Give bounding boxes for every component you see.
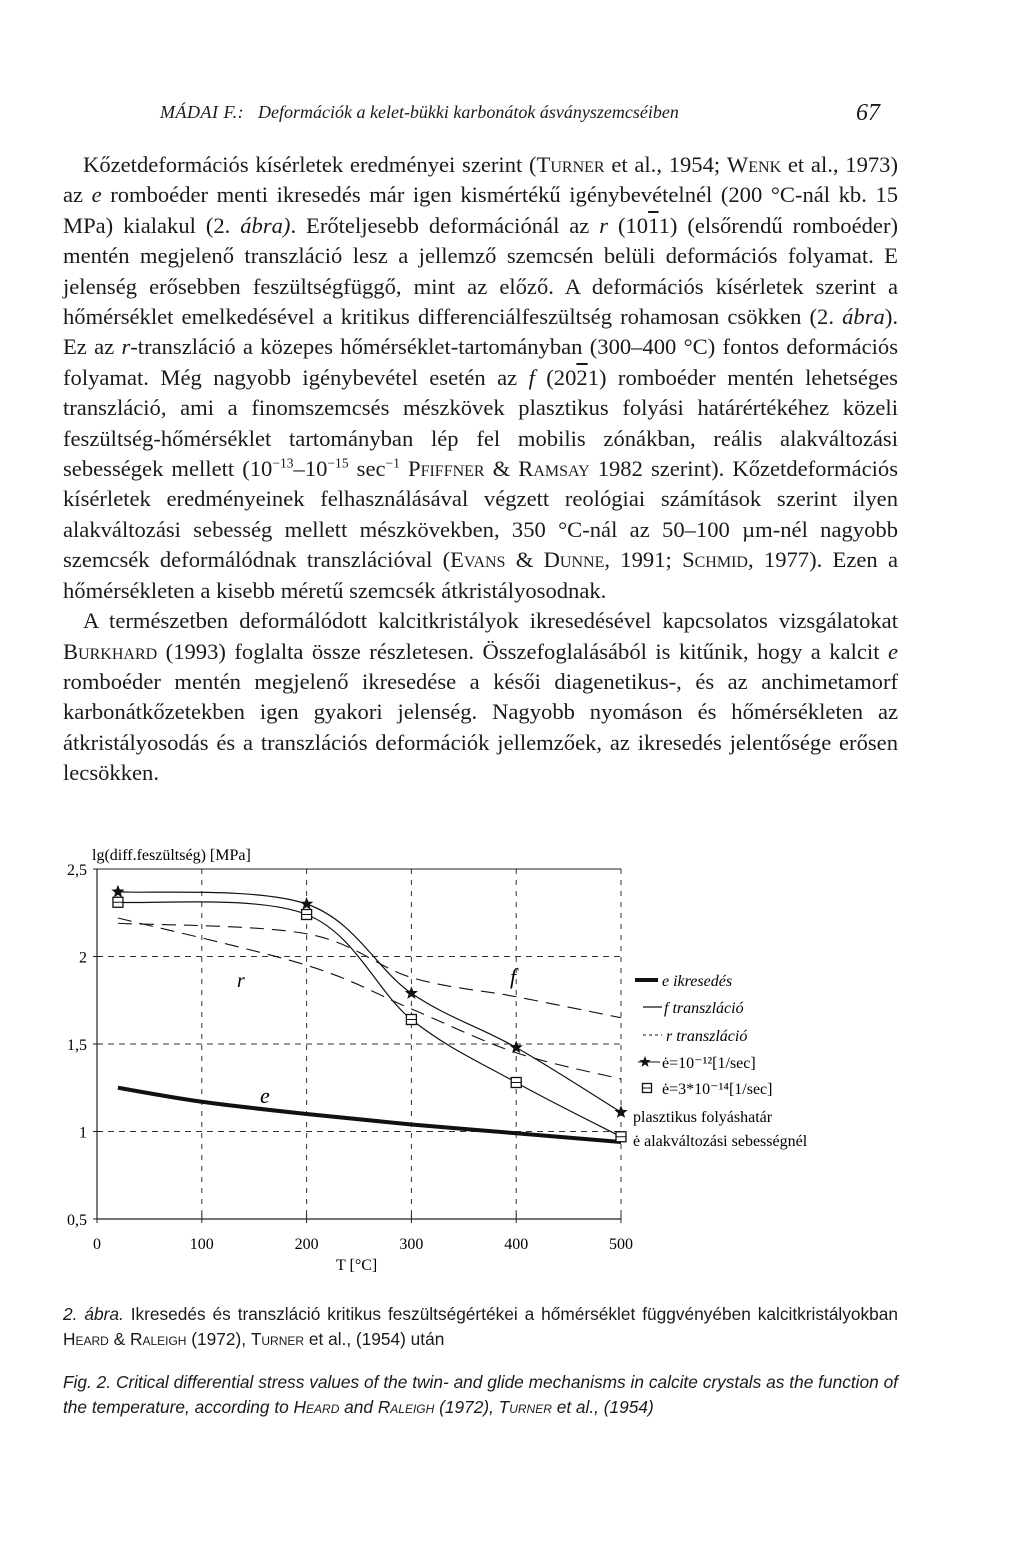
text-run: 1982 szerint). Kőzetdeformációs kísérletek eredményeinek felhasználásával végzett reológiai számítások szerint ilyen alakváltozási sebesség mellett mészkövekben, 350 °C-nál az 50–100 µm-nél nagyobb szemcsék deformálódnak transzlációval ( [63, 456, 898, 573]
paragraph-1 [63, 150, 898, 606]
text-run: Critical differential stress values of the twin- and glide mechanisms in calcite crystals as the function of the temperature, according to [63, 1372, 898, 1417]
x-tick-label: 0 [93, 1236, 101, 1253]
y-tick-label: 1 [79, 1124, 87, 1142]
text-run: romboéder menti ikresedés már igen kismértékű igénybevételnél (200 °C-nál kb. 15 MPa) kialakul (2. [63, 182, 898, 238]
y-tick-label: 2 [79, 949, 87, 967]
text-run: . Erőteljesebb deformációnál az [290, 212, 600, 238]
y-tick-label: 2,5 [67, 862, 87, 879]
citation-author: Dunne [543, 547, 605, 573]
chart-grid [97, 869, 621, 1219]
text-run: et al., 1973) az [63, 152, 898, 208]
header-author: MÁDAI F.: [160, 102, 245, 122]
chart-series [111, 885, 627, 1142]
running-header [160, 102, 880, 132]
body-text [63, 150, 898, 789]
exponent: −15 [327, 455, 349, 471]
citation-author: Turner [536, 152, 605, 177]
text-run: sec [348, 456, 386, 482]
symbol-e: e [887, 638, 898, 664]
citation-author: Burkhard [63, 638, 158, 664]
miller-bar-digit: 1 [648, 212, 659, 238]
citation-author: Turner [250, 1329, 305, 1349]
y-axis-label: lg(diff.feszültség) [MPa] [92, 847, 251, 864]
citation-author: Pfiffner [408, 456, 485, 482]
figure-caption-hungarian [63, 1302, 898, 1352]
symbol-r: r [599, 212, 609, 238]
figure-2-chart [40, 838, 880, 1288]
figure-caption-english [63, 1370, 898, 1420]
chart-axes [67, 862, 633, 1253]
exponent: −1 [385, 455, 400, 471]
text-run [400, 456, 408, 481]
text-run: romboéder mentén megjelenő ikresedése a késői diagenetikus-, és az anchimetamorf karbonátkőzetekben igen gyakori jelenség. Nagyobb nyomáson és hőmérsékleten az átkristályosodás és a transzlációs deformációk jellemzőek, az ikresedés jelentősége erősen lecsökken. [63, 668, 898, 786]
text-run: , 1991; [604, 547, 683, 573]
data-point-star [510, 1041, 523, 1054]
symbol-e: e [91, 182, 102, 208]
citation-author: Raleigh [377, 1397, 435, 1417]
text-run: (1972), [186, 1329, 251, 1349]
figure-ref: ábra [842, 304, 885, 330]
text-run: et al., (1954) után [304, 1329, 445, 1349]
figure-ref: ábra) [240, 212, 291, 238]
miller-bar-digit: 2 [576, 364, 588, 390]
page-number: 67 [856, 100, 880, 126]
text-run: (20 [534, 364, 577, 390]
y-tick-label: 0,5 [67, 1212, 87, 1229]
series-line [118, 918, 621, 1079]
data-point-star [300, 897, 313, 910]
data-point-star [111, 885, 124, 898]
series-label-r: r [237, 970, 245, 992]
legend-f-transzlacio: f transzláció [664, 1000, 744, 1017]
legend-note-2: ė alakváltozási sebességnél [633, 1133, 808, 1150]
series-label-e: e [260, 1083, 270, 1108]
text-run: Ikresedés és transzláció kritikus feszültségértékei a hőmérséklet függvényében kalcitkristályokban [123, 1304, 898, 1324]
header-running-title: Deformációk a kelet-bükki karbonátok ásványszemcséiben [258, 102, 679, 122]
text-run: & [505, 547, 544, 573]
exponent: −13 [272, 455, 294, 471]
series-line [118, 1088, 621, 1142]
x-tick-label: 100 [189, 1236, 214, 1253]
citation-author: Evans [450, 547, 506, 573]
text-run: and [339, 1397, 378, 1417]
citation-author: Heard [63, 1329, 109, 1349]
x-tick-label: 300 [399, 1236, 424, 1253]
citation-author: Ramsay [518, 456, 590, 482]
text-run: -transzláció a közepes hőmérséklet-tartományban (300–400 °C) fontos deformációs folyamat. Még nagyobb igénybevétel esetén az [63, 334, 898, 390]
symbol-f: f [528, 364, 535, 390]
legend-note-1: plasztikus folyáshatár [633, 1109, 773, 1126]
caption-label: 2. ábra. [63, 1304, 124, 1324]
x-tick-label: 500 [609, 1236, 633, 1253]
legend-e-ikresedes: e ikresedés [662, 973, 733, 990]
caption-label: Fig. 2. [63, 1372, 112, 1392]
legend-r-transzlacio: r transzláció [666, 1028, 748, 1045]
symbol-r: r [121, 334, 131, 360]
series-label-f: f [510, 964, 517, 989]
text-run: & [108, 1329, 130, 1349]
text-run: et al., 1954; [604, 152, 727, 177]
series-line [118, 892, 621, 1113]
text-run: –10 [293, 456, 328, 482]
text-run: et al., (1954) [551, 1397, 654, 1417]
citation-author: Wenk [726, 152, 782, 177]
x-axis-label: T [°C] [336, 1257, 378, 1274]
data-point-star [614, 1105, 627, 1118]
x-tick-label: 400 [504, 1236, 529, 1253]
legend-star-rate: ė=10⁻¹²[1/sec] [662, 1055, 756, 1072]
series-thin-solid [111, 885, 627, 1118]
series-thick-solid [118, 1088, 621, 1142]
text-run: (1993) foglalta össze részletesen. Összefoglalásából is kitűnik, hogy a kalcit [157, 638, 888, 664]
citation-author: Heard [293, 1397, 340, 1417]
citation-author: Turner [498, 1397, 552, 1417]
paragraph-2 [63, 606, 898, 788]
data-point-star [639, 1056, 650, 1067]
text-run: , 1977). Ezen a hőmérsékleten a kisebb méretű szemcsék átkristályosodnak. [63, 547, 898, 603]
y-tick-label: 1,5 [67, 1037, 87, 1054]
text-run: 1) romboéder mentén lehetséges transzláció, ami a finomszemcsés mészkövek plasztikus folyási határértékéhez közeli feszültség-hőmérséklet tartományban lép fel mobilis zónákban, reális alakváltozási sebességek mellett (10 [63, 364, 898, 482]
text-run: Kőzetdeformációs kísérletek eredményei szerint ( [83, 152, 537, 177]
series-thin-dashed [118, 918, 621, 1079]
chart-legend [633, 973, 808, 1150]
series-thin-solid [113, 897, 626, 1142]
legend-square-rate: ė=3*10⁻¹⁴[1/sec] [662, 1081, 773, 1098]
text-run: & [484, 456, 519, 482]
text-run: A természetben deformálódott kalcitkristályok ikresedésével kapcsolatos vizsgálatokat [83, 608, 898, 634]
text-run: 1) (elsőrendű romboéder) mentén megjelenő transzláció lesz a jellemző szemcsén belüli deformációs folyamat. E jelenség erősebben feszültségfüggő, mint az előző. A deformációs kísérletek szerint a hőmérséklet emelkedésével a kritikus differenciálfeszültség rohamosan csökken (2. [63, 212, 898, 330]
text-run: (1972), [434, 1397, 499, 1417]
citation-author: Raleigh [129, 1329, 187, 1349]
text-run: (10 [608, 212, 649, 238]
x-tick-label: 200 [294, 1236, 319, 1253]
citation-author: Schmid [682, 547, 748, 573]
text-run: ). Ez az [63, 304, 898, 360]
